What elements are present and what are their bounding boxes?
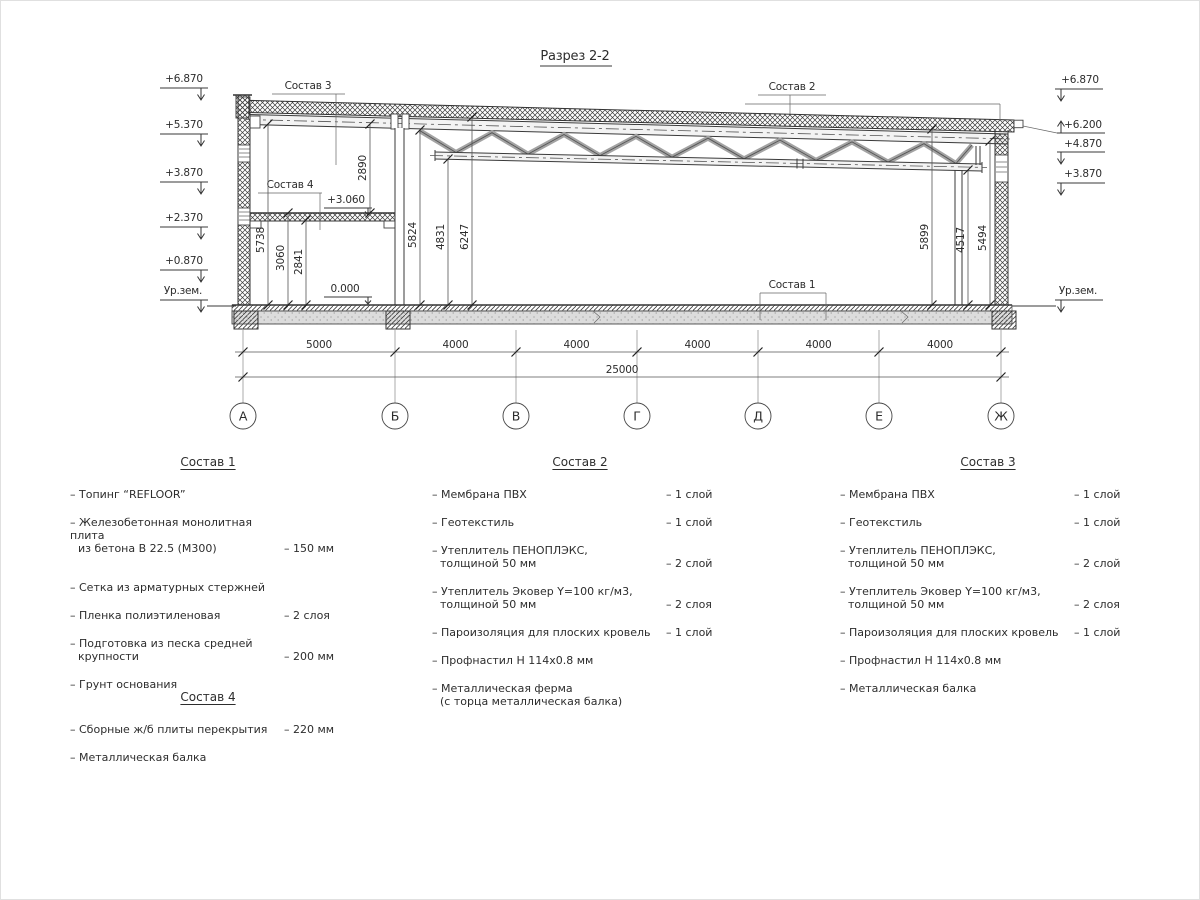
column-axis-b <box>395 128 404 305</box>
dim-5494: 5494 <box>977 225 989 251</box>
mezzanine-slab <box>250 213 395 228</box>
composition-1-list <box>70 455 346 707</box>
material-item: – Сетка из арматурных стержней <box>70 581 265 595</box>
axis-label-g: Г <box>633 408 641 424</box>
left-wall <box>238 95 250 305</box>
material-item: – Топинг “REFLOOR” <box>70 488 186 502</box>
material-item: – Геотекстиль – 1 слой <box>840 516 1121 530</box>
composition-title: Состав 4 <box>180 690 236 704</box>
material-item: – Утеплитель ПЕНОПЛЭКС, толщиной 50 мм – 2 слой <box>840 544 1121 571</box>
elevation-mark: +6.870 <box>1061 74 1099 86</box>
callout-sostav-1: Состав 1 <box>768 279 816 291</box>
elevation-mark: +6.200 <box>1064 119 1102 131</box>
material-item: – Металлическая балка <box>840 681 977 695</box>
elevation-marks-right <box>1023 74 1105 312</box>
elevation-marks-left <box>160 73 208 312</box>
window-lines <box>996 162 1007 172</box>
span-dim: 4000 <box>805 339 832 351</box>
material-item: – Геотекстиль – 1 слой <box>432 516 713 530</box>
elevation-mark: +0.870 <box>165 255 203 267</box>
right-wall <box>995 130 1008 305</box>
dim-2841: 2841 <box>293 249 305 275</box>
level-mark: +3.060 <box>327 194 365 206</box>
material-item: – Металлическая ферма (с торца металлическая балка) <box>432 681 623 708</box>
elevation-mark: +4.870 <box>1064 138 1102 150</box>
span-dim: 4000 <box>684 339 711 351</box>
axis-label-b: Б <box>390 408 400 424</box>
dim-4517: 4517 <box>955 227 967 253</box>
material-item: – Профнастил Н 114х0.8 мм <box>432 653 594 667</box>
composition-title: Состав 1 <box>180 455 236 469</box>
roof-edge-cap <box>1014 120 1023 128</box>
axis-label-zh: Ж <box>994 408 1008 424</box>
dim-5899: 5899 <box>919 224 931 250</box>
material-item: – Пароизоляция для плоских кровель – 1 слой <box>840 625 1121 639</box>
floor-slab <box>232 305 1016 329</box>
elevation-mark: +3.870 <box>1064 168 1102 180</box>
material-item: – Сборные ж/б плиты перекрытия – 220 мм <box>70 723 335 737</box>
level-mark: 0.000 <box>330 283 360 295</box>
composition-title: Состав 2 <box>552 455 608 469</box>
material-item: – Утеплитель ПЕНОПЛЭКС, толщиной 50 мм – 2 слой <box>432 544 713 571</box>
span-dim: 4000 <box>927 339 953 351</box>
span-dim: 4000 <box>563 339 590 351</box>
span-dim: 4000 <box>442 339 469 351</box>
composition-title: Состав 3 <box>960 455 1016 469</box>
drawing-title: Разрез 2-2 <box>540 49 610 64</box>
material-item: – Подготовка из песка средней крупности – 200 мм <box>70 636 335 663</box>
material-item: – Мембрана ПВХ – 1 слой <box>432 488 713 502</box>
interior-level-marks <box>324 194 372 304</box>
axis-label-e: Е <box>875 408 883 424</box>
span-dim: 5000 <box>306 339 332 351</box>
material-item: – Металлическая балка <box>70 751 207 765</box>
wall-corbel <box>250 116 260 128</box>
composition-4-list <box>70 690 346 780</box>
material-item: – Грунт основания <box>70 677 178 691</box>
material-item: – Утеплитель Эковер Y=100 кг/м3, толщиной 50 мм – 2 слоя <box>840 585 1120 611</box>
elevation-mark: +3.870 <box>165 167 203 179</box>
dim-3060: 3060 <box>275 245 287 271</box>
foundation-block <box>234 311 258 329</box>
dim-5824: 5824 <box>407 222 419 248</box>
ground-level-mark: Ур.зем. <box>163 285 203 297</box>
material-item: – Пароизоляция для плоских кровель – 1 слой <box>432 625 713 639</box>
elevation-mark: +5.370 <box>165 119 203 131</box>
foundation-block <box>992 311 1016 329</box>
dim-6247: 6247 <box>459 224 471 250</box>
foundation-block <box>386 311 410 329</box>
material-item: – Утеплитель Эковер Y=100 кг/м3, толщиной 50 мм – 2 слоя <box>432 585 712 611</box>
material-item: – Железобетонная монолитная плита из бетона В 22.5 (М300) – 150 мм <box>70 516 335 556</box>
total-dim: 25000 <box>605 364 639 376</box>
axis-grid <box>230 403 1014 429</box>
dim-2890: 2890 <box>357 155 369 181</box>
axis-label-a: А <box>238 408 248 424</box>
callout-sostav-4: Состав 4 <box>266 179 314 191</box>
composition-2-list <box>432 455 728 724</box>
elevation-mark: +2.370 <box>165 212 203 224</box>
material-item: – Пленка полиэтиленовая – 2 слоя <box>70 609 330 622</box>
axis-label-d: Д <box>753 408 763 424</box>
callout-sostav-3: Состав 3 <box>284 80 332 92</box>
dim-5738: 5738 <box>255 227 267 253</box>
dim-4831: 4831 <box>435 224 447 250</box>
section-drawing <box>0 0 1200 448</box>
axis-label-v: В <box>511 408 521 424</box>
callout-sostav-2: Состав 2 <box>768 81 816 93</box>
ground-level-mark: Ур.зем. <box>1058 285 1098 297</box>
material-item: – Профнастил Н 114х0.8 мм <box>840 653 1002 667</box>
composition-3-list <box>840 455 1136 711</box>
material-item: – Мембрана ПВХ – 1 слой <box>840 488 1121 502</box>
horizontal-dimensions <box>235 330 1009 403</box>
elevation-mark: +6.870 <box>165 73 203 85</box>
